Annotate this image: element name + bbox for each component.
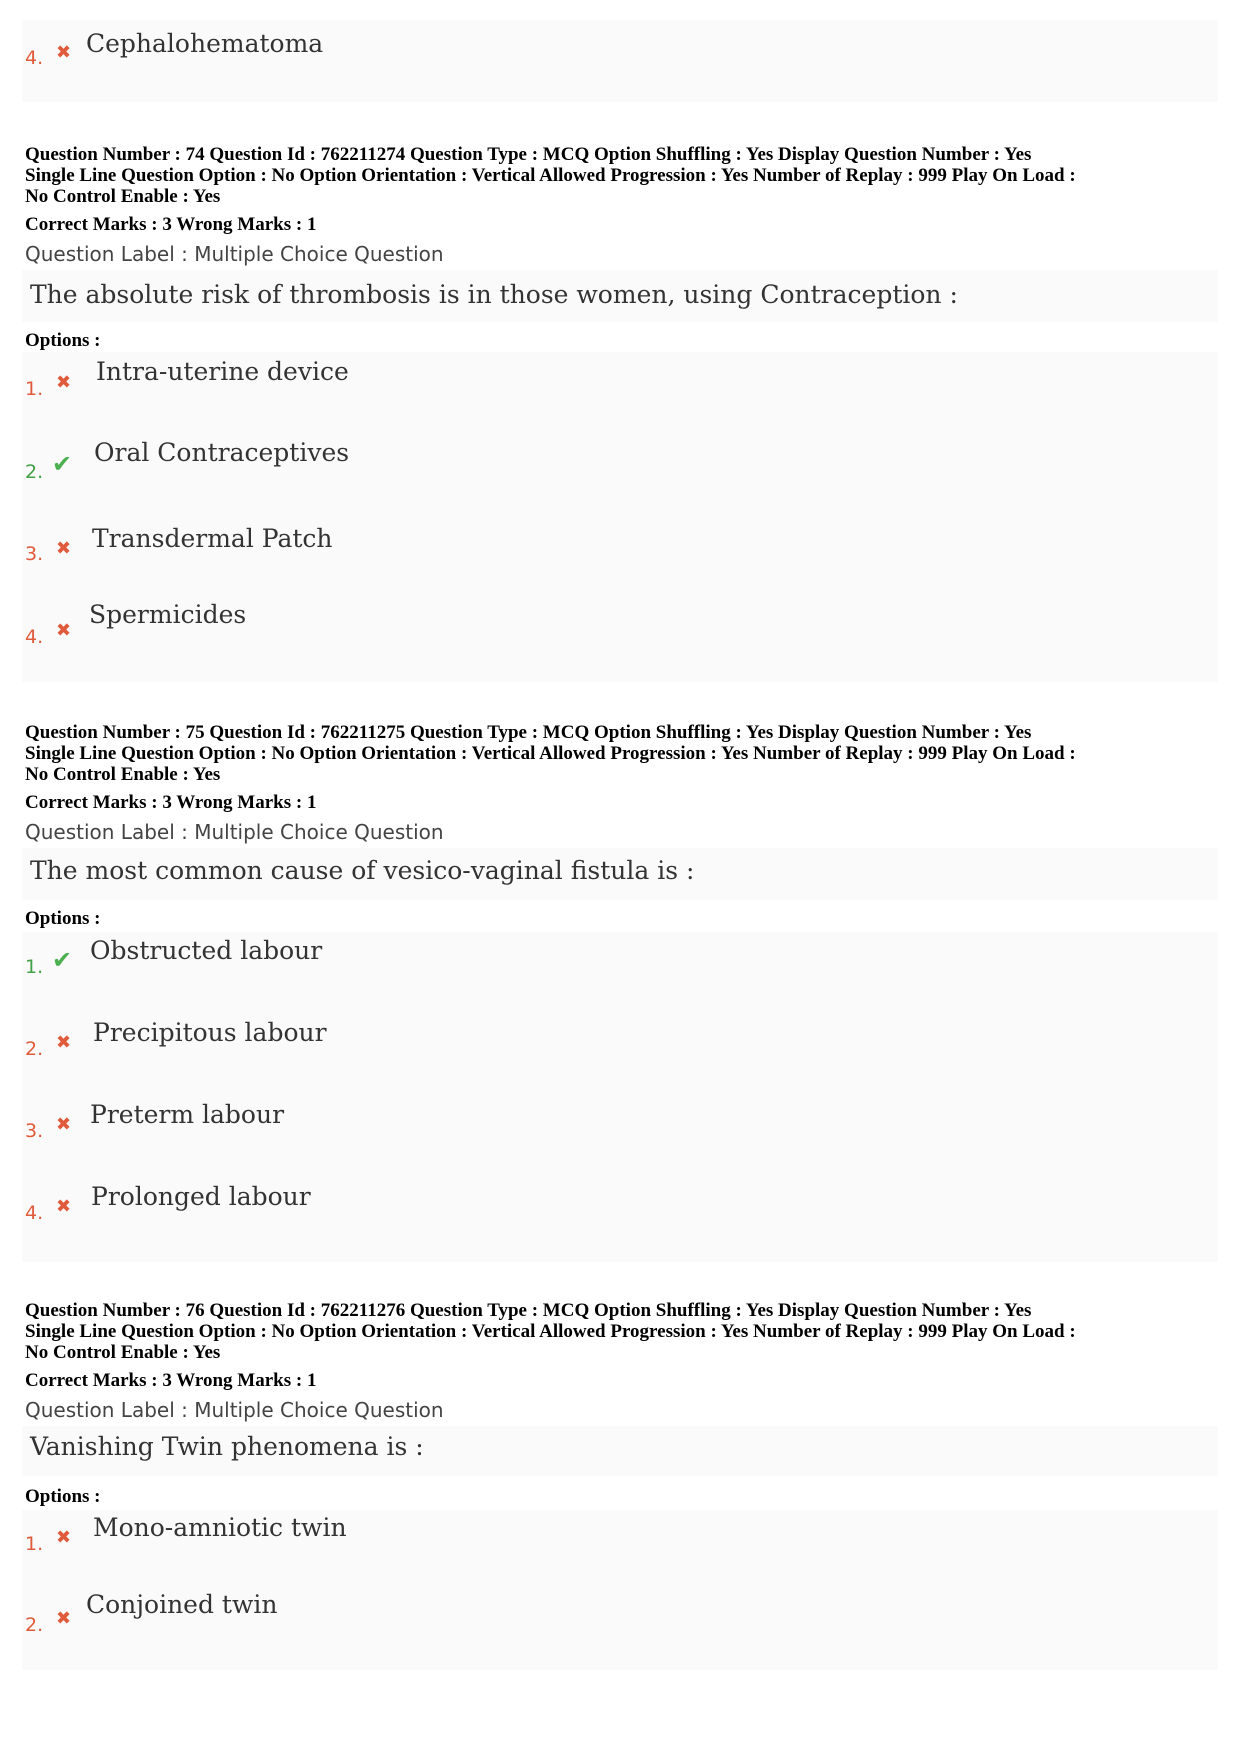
meta-line: Single Line Question Option : No Option Orientation : Vertical Allowed Progression : Yes Number of Replay : 999 Play On Load : (25, 165, 1076, 186)
options-panel (22, 932, 1218, 1262)
option-text: Obstructed labour (90, 936, 323, 965)
question-text: The most common cause of vesico-vaginal fistula is : (30, 856, 695, 885)
option-text: Oral Contraceptives (94, 438, 350, 467)
wrong-mark-icon: ✖ (56, 538, 72, 559)
wrong-mark-icon: ✖ (56, 42, 72, 63)
option-text: Cephalohematoma (86, 29, 324, 58)
question-meta (25, 722, 1220, 785)
option-number: 4. (25, 626, 44, 648)
meta-line: Question Number : 74 Question Id : 762211274 Question Type : MCQ Option Shuffling : Yes Display Question Number : Yes (25, 144, 1032, 165)
question-text: The absolute risk of thrombosis is in those women, using Contraception : (30, 280, 958, 309)
marks-line: Correct Marks : 3 Wrong Marks : 1 (25, 214, 317, 235)
wrong-mark-icon: ✖ (56, 620, 72, 641)
option-number: 2. (25, 1038, 44, 1060)
meta-line: No Control Enable : Yes (25, 1342, 221, 1363)
option-text: Precipitous labour (93, 1018, 327, 1047)
options-label: Options : (25, 330, 101, 351)
option-number: 1. (25, 378, 44, 400)
option-number: 4. (25, 1202, 44, 1224)
question-text: Vanishing Twin phenomena is : (30, 1432, 424, 1461)
options-panel (22, 352, 1218, 682)
wrong-mark-icon: ✖ (56, 1527, 72, 1548)
option-text: Intra-uterine device (96, 357, 349, 386)
option-number: 3. (25, 1120, 44, 1142)
wrong-mark-icon: ✖ (56, 372, 72, 393)
options-label: Options : (25, 908, 101, 929)
option-number: 1. (25, 1533, 44, 1555)
option-number: 2. (25, 1614, 44, 1636)
option-text: Spermicides (89, 600, 247, 629)
option-text: Conjoined twin (86, 1590, 278, 1619)
meta-line: No Control Enable : Yes (25, 186, 221, 207)
wrong-mark-icon: ✖ (56, 1608, 72, 1629)
marks-line: Correct Marks : 3 Wrong Marks : 1 (25, 1370, 317, 1391)
question-meta (25, 1300, 1220, 1363)
option-text: Transdermal Patch (92, 524, 333, 553)
option-number: 4. (25, 47, 44, 69)
option-number: 3. (25, 543, 44, 565)
meta-line: Single Line Question Option : No Option Orientation : Vertical Allowed Progression : Yes Number of Replay : 999 Play On Load : (25, 1321, 1076, 1342)
option-number: 2. (25, 461, 44, 483)
question-label: Question Label : Multiple Choice Question (25, 820, 444, 844)
correct-check-icon: ✔ (52, 946, 73, 974)
option-text: Mono-amniotic twin (93, 1513, 347, 1542)
option-number: 1. (25, 956, 44, 978)
wrong-mark-icon: ✖ (56, 1196, 72, 1217)
options-label: Options : (25, 1486, 101, 1507)
option-text: Preterm labour (90, 1100, 285, 1129)
correct-check-icon: ✔ (52, 450, 73, 478)
wrong-mark-icon: ✖ (56, 1032, 72, 1053)
meta-line: Question Number : 76 Question Id : 762211276 Question Type : MCQ Option Shuffling : Yes Display Question Number : Yes (25, 1300, 1032, 1321)
meta-line: Single Line Question Option : No Option Orientation : Vertical Allowed Progression : Yes Number of Replay : 999 Play On Load : (25, 743, 1076, 764)
option-text: Prolonged labour (91, 1182, 311, 1211)
wrong-mark-icon: ✖ (56, 1114, 72, 1135)
question-label: Question Label : Multiple Choice Question (25, 1398, 444, 1422)
meta-line: No Control Enable : Yes (25, 764, 221, 785)
meta-line: Question Number : 75 Question Id : 762211275 Question Type : MCQ Option Shuffling : Yes Display Question Number : Yes (25, 722, 1032, 743)
question-meta (25, 144, 1220, 207)
question-label: Question Label : Multiple Choice Question (25, 242, 444, 266)
marks-line: Correct Marks : 3 Wrong Marks : 1 (25, 792, 317, 813)
